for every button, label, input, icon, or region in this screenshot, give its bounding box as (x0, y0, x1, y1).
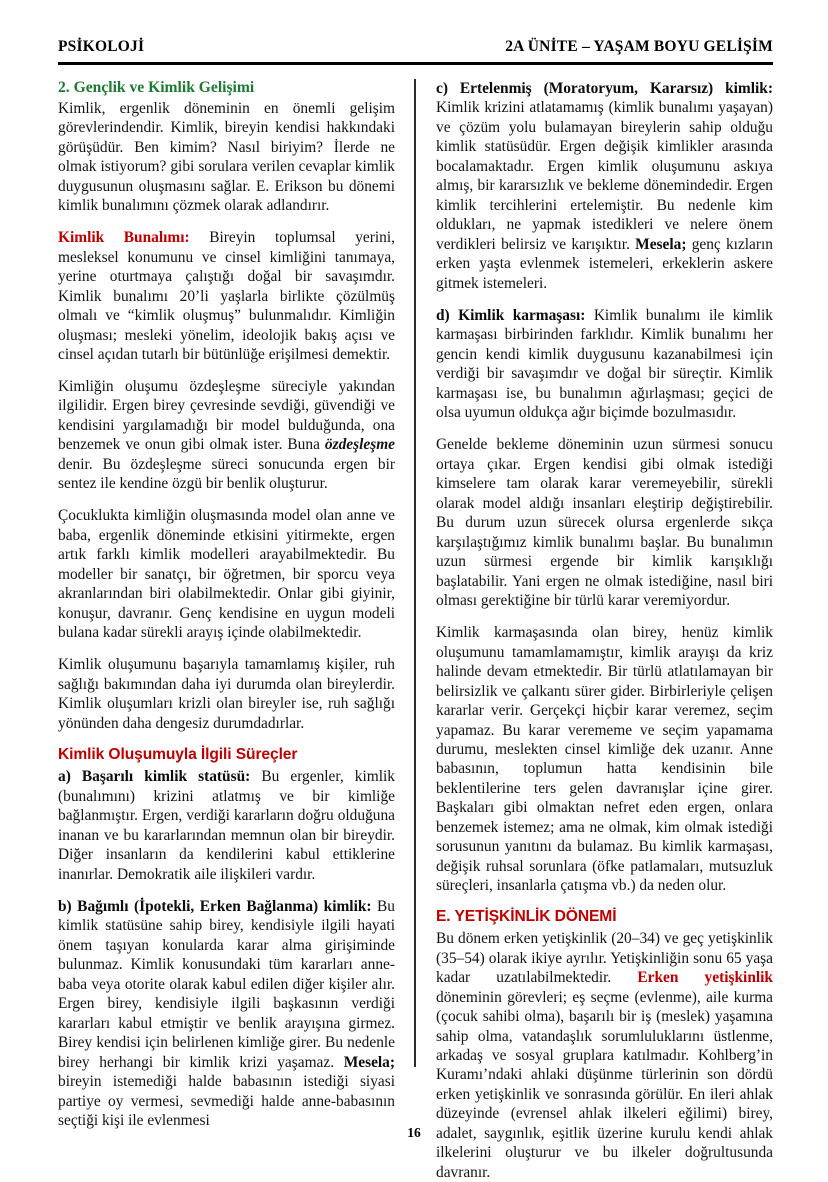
heading-yetiskinlik-donemi: E. YETİŞKİNLİK DÖNEMİ (436, 908, 617, 926)
paragraph-kimlik-tanim: Kimlik, ergenlik döneminin en önemli gelişim görevlerindendir. Kimlik, bireyin kendisi hakkındaki görüşüdür. Ben kimim? Nasıl biriyim? İlerde ne olmak istiyorum? gibi sorulara verilen cevaplar kimlik duygusunun oluşmasını sağlar. E. Erikson bu dönemi kimlik bunalımını çözmek olarak adlandırır. (58, 99, 395, 215)
paragraph-ertelenmis-kimlik (436, 79, 773, 293)
page-number: 16 (407, 1125, 421, 1140)
left-column (58, 79, 396, 1130)
right-column (436, 79, 773, 1181)
paragraph-yetiskinlik-gorevleri (436, 929, 773, 1182)
paragraph-bekleme-donemi: Genelde bekleme döneminin uzun sürmesi sonucu ortaya çıkar. Ergen kendisi gibi olmak istediği kimselere tam olarak karar veremeyebilir, sürekli olarak model aldığı insanları eleştirip değiştirebilir. Bu durum uzun sürecek olursa ergenlerde sıkça karşılaştığımız kimlik bunalımı başlar. Bu bunalımın uzun sürmesi ergende bir kimlik karışıklığı başlatabilir. Yani ergen ne olmak istediğine, nasıl biri olması gerektiğine bir türlü karar veremiyordur. (436, 436, 773, 610)
column-divider-rule (414, 79, 416, 1067)
paragraph-ozdeslesme-text-b: denir. Bu özdeşleşme süreci sonucunda ergen bir sentez ile kendine özgü bir benlik oluşturur. (58, 455, 395, 493)
header-subject-title: PSİKOLOJİ (58, 38, 145, 55)
column-gutter (395, 79, 436, 1089)
emphasis-erken-yetiskinlik: Erken yetişkinlik (637, 969, 773, 987)
paragraph-kimlik-karmasasi-text: Kimlik bunalımı ile kimlik karmaşası birbirinden farklıdır. Kimlik bunalımı her gencin kendi kimlik duygusunu kazanabilmesi için verdiği bir savaşımdır ve doğal bir süreçtir. Kimlik karmaşası ise, bu bunalımın ağırlaşması; geçici de olsa uyumun oldukça ağır biçimde bozulmasıdır. (436, 306, 773, 422)
lead-in-kimlik-karmasasi: d) Kimlik karmaşası: (436, 306, 586, 324)
heading-kimlik-olusumuyla-ilgili-surecler: Kimlik Oluşumuyla İlgili Süreçler (58, 745, 298, 763)
paragraph-kimlik-bunalimi-text: Bireyin toplumsal yerini, mesleksel konumunu ve cinsel kimliğini tanımaya, yerine oturtmaya çalıştığı doğal bir savaşımdır. Kimlik bunalımı 20’li yaşlarla birlikte çözülmüş olmalı ve “kimlik oluşmuş” bulunmalıdır. Kimliğin oluşması; mesleki yönelim, ideolojik bakış açısı ve cinsel açıdan tutarlı bir bütünlüğe erişilmesi demektir. (58, 229, 395, 364)
lead-in-bagimli-kimlik: b) Bağımlı (İpotekli, Erken Bağlanma) kimlik: (58, 897, 372, 915)
paragraph-kimlik-karmasasi (436, 306, 773, 423)
page-header (58, 38, 773, 60)
paragraph-ozdeslesme (58, 377, 395, 494)
header-unit-title: 2A ÜNİTE – YAŞAM BOYU GELİŞİM (505, 38, 773, 55)
paragraph-basarili-kimlik-statusu (58, 767, 395, 884)
paragraph-ruh-sagligi: Kimlik oluşumunu başarıyla tamamlamış kişiler, ruh sağlığı bakımından daha iyi durumda olan bireylerdir. Kimlik oluşumları krizli olan bireyler ise, ruh sağlığı yönünden daha dengesiz durumdadırlar. (58, 656, 395, 732)
lead-in-ertelenmis-kimlik: c) Ertelenmiş (Moratoryum, Kararsız) kimlik: (436, 80, 773, 97)
paragraph-kimlik-bunalimi (58, 228, 395, 364)
paragraph-ertelenmis-kimlik-text-b: genç kızların erken yaşta evlenmek istemeleri, erkeklerin askere gitmek istemeleri. (436, 235, 773, 292)
lead-in-kimlik-bunalimi: Kimlik Bunalımı: (58, 229, 190, 247)
paragraph-bagimli-kimlik-text-a: Bu kimlik statüsüne sahip birey, kendisiyle ilgili hayati önem taşıyan konularda karar alma girişiminde bulunmaz. Kimlik konusundaki tüm kararları anne-baba veya otorite olarak kabul edilen diğer kişiler alır. Ergen birey, kendisiyle ilgili başkasının verdiği kararları kabul etmiştir ve benlik arayışına girmez. Birey kendisi için belirlenen kimliğe girer. Bu nedenle birey herhangi bir kimlik krizi yaşamaz. (58, 897, 396, 1071)
paragraph-ozdeslesme-text-a: Kimliğin oluşumu özdeşleşme süreciyle yakından ilgilidir. Ergen birey çevresinde sevdiği, güvendiği ve kendisini yargılamadığı bir model bulduğunda, ona benzemek ve onun gibi olmak ister. Buna (58, 378, 395, 454)
lead-in-basarili-kimlik-statusu: a) Başarılı kimlik statüsü: (58, 768, 251, 786)
emphasis-ozdeslesme: özdeşleşme (324, 436, 395, 454)
paragraph-basarili-kimlik-statusu-text: Bu ergenler, kimlik (bunalımını) krizini atlatmış ve bir kimliğe bağlanmıştır. Ergen, verdiği kararların doğru olduğuna inanan ve bu kararlarından memnun olan bir bireydir. Diğer insanların da kendilerini kabul ettiklerine inanırlar. Demokratik aile ilişkileri vardır. (58, 768, 396, 883)
lead-in-mesela-ertelenmis: Mesela; (635, 235, 687, 253)
paragraph-ertelenmis-kimlik-text-a: Kimlik krizini atlatamamış (kimlik bunalımı yaşayan) ve çözüm yolu bulamayan bireylerin sahip olduğu kimlik statüsüdür. Ergen değişik kimlikler arasında bocalamaktadır. Ergen kimlik oluşumunu askıya almış, bir kararsızlık ve bekleme dönemindedir. Ergen kimlik tercihlerini ertelemiştir. Bu nedenle kim oldukları, ne yapmak istedikleri ve nelere önem verdikleri belirsiz ve karışıktır. (436, 99, 773, 253)
paragraph-yetiskinlik-text-a: Bu dönem erken yetişkinlik (20–34) ve geç yetişkinlik (35–54) olarak ikiye ayrılır. Yetişkinliğin sonu 65 yaşa kadar uzatılabilmektedir. (436, 930, 773, 987)
heading-genclik-ve-kimlik-gelisimi: 2. Gençlik ve Kimlik Gelişimi (58, 79, 255, 96)
paragraph-model-alma: Çocuklukta kimliğin oluşmasında model olan anne ve baba, ergenlik döneminde etkisini yitirmekte, ergen artık farklı kimlik modelleri arayabilmektedir. Bu modeller bir sanatçı, bir öğretmen, bir sporcu veya akranlarından biri olabilmektedir. Onlar gibi giyinir, konuşur, davranır. Genç kendisine en uygun modeli bulana kadar sürekli arayış içinde olabilmektedir. (58, 507, 395, 642)
paragraph-yetiskinlik-text-b: döneminin görevleri; eş seçme (evlenme), aile kurma (çocuk sahibi olma), başarılı bir iş (meslek) yaşamına sahip olma, vatandaşlık sorumluluklarını üstlenme, arkadaş ve sosyal gruplara katılmadır. Kohlberg’in Kuramı’ndaki ahlaki düşünme türlerinin son dördü erken yetişkinlik ve sonrasında görülür. En ileri ahlak düzeyinde (evrensel ahlak ilkeleri eğilimi) birey, adalet, saygınlık, eşitlik üzerine kurulu kendi ahlak ilkelerini oluşturur ve bu ilkeler doğrultusunda davranır. (436, 988, 773, 1181)
paragraph-karmasa-belirtileri: Kimlik karmaşasında olan birey, henüz kimlik oluşumunu tamamlamamıştır, kimlik arayışı da kriz halinde devam etmektedir. Bir türlü atlatılamayan bir belirsizlik ve çalkantı sürer gider. Birbirleriyle çelişen kararlar verir. Gerçekçi hiçbir karar veremez, seçim yapamaz. Bu karar verememe ve seçim yapamama durumu, meslekten cinsel kimliğe dek uzanır. Anne babasının, toplumun hatta kendisinin bile beklentilerine ters gelen davranışlar içine girer. Başkaları gibi olmaktan nefret eden ergen, onlara benzemek istemez; ama ne olmak, kim olmak istediği sorusunun yanıtını da bulamaz. Bu kimlik karmaşası, değişik ruhsal sorunlara (öfke patlamaları, mutsuzluk süreçleri, insanlarla çatışma vb.) da neden olur. (436, 624, 773, 895)
paragraph-bagimli-kimlik-text-b: bireyin istemediği halde babasının istediği siyasi partiye oy vermesi, sevmediği halde anne-babasının seçtiği kişi ile evlenmesi (58, 1073, 395, 1130)
lead-in-mesela-bagimli: Mesela; (343, 1053, 395, 1071)
paragraph-bagimli-kimlik (58, 897, 395, 1131)
header-divider-rule (58, 62, 773, 65)
